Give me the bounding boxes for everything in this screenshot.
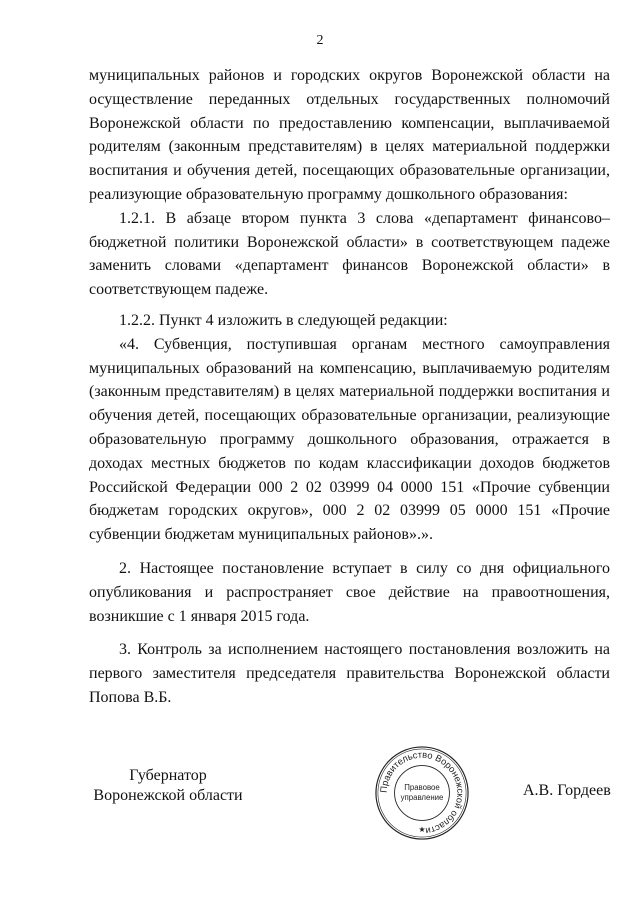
stamp-center-line1: Правовое — [404, 783, 440, 793]
stamp-center-line2: управление — [400, 792, 444, 802]
paragraph-1-2-2: 1.2.2. Пункт 4 изложить в следующей редакции: — [119, 311, 448, 329]
signatory-name: А.В. Гордеев — [523, 782, 611, 799]
paragraph-section-2: 2. Настоящее постановление вступает в силу со дня официального опубликования и распространяет свое действие на правоотношения, возникшие с 1 января 2015 года. — [89, 559, 610, 625]
page-number: 2 — [316, 33, 324, 48]
signatory-title — [88, 766, 248, 806]
paragraph-section-3: 3. Контроль за исполнением настоящего постановления возложить на первого заместителя председателя правительства Воронежской области Попова В.Б. — [89, 641, 610, 706]
stamp-ring-text: Правительство Воронежской области — [378, 749, 466, 837]
stamp-star-icon: ★ — [418, 825, 426, 835]
signatory-title-line2: Воронежской области — [93, 787, 243, 804]
signatory-title-line1: Губернатор — [129, 767, 207, 784]
official-stamp — [373, 744, 471, 842]
paragraph-1-2-1: 1.2.1. В абзаце втором пункта 3 слова «департамент финансово–бюджетной политики Воронежской области» в соответствующем падеже заменить словами «департамент финансов Воронежской области» в соответствующем падеже. — [89, 209, 610, 299]
paragraph-continuation: муниципальных районов и городских округов Воронежской области на осуществление переданных отдельных государственных полномочий Воронежской области по предоставлению компенсации, выплачиваемой родителям (законным представителям) в целях материальной поддержки воспитания и обучения детей, посещающих образовательные организации, реализующие образовательную программу дошкольного образования: — [89, 67, 610, 203]
document-body — [89, 64, 610, 710]
paragraph-item-4: «4. Субвенция, поступившая органам местного самоуправления муниципальных образований на компенсацию, выплачиваемую родителям (законным представителям) в целях материальной поддержки воспитания и обучения детей, посещающих образовательные организации, реализующие образовательную программу дошкольного образования, отражается в доходах местных бюджетов по кодам классификации доходов бюджетов Российской Федерации 000 2 02 03999 04 0000 151 «Прочие субвенции бюджетам городских округов», 000 2 02 03999 05 0000 151 «Прочие субвенции бюджетам муниципальных районов».». — [89, 335, 610, 544]
